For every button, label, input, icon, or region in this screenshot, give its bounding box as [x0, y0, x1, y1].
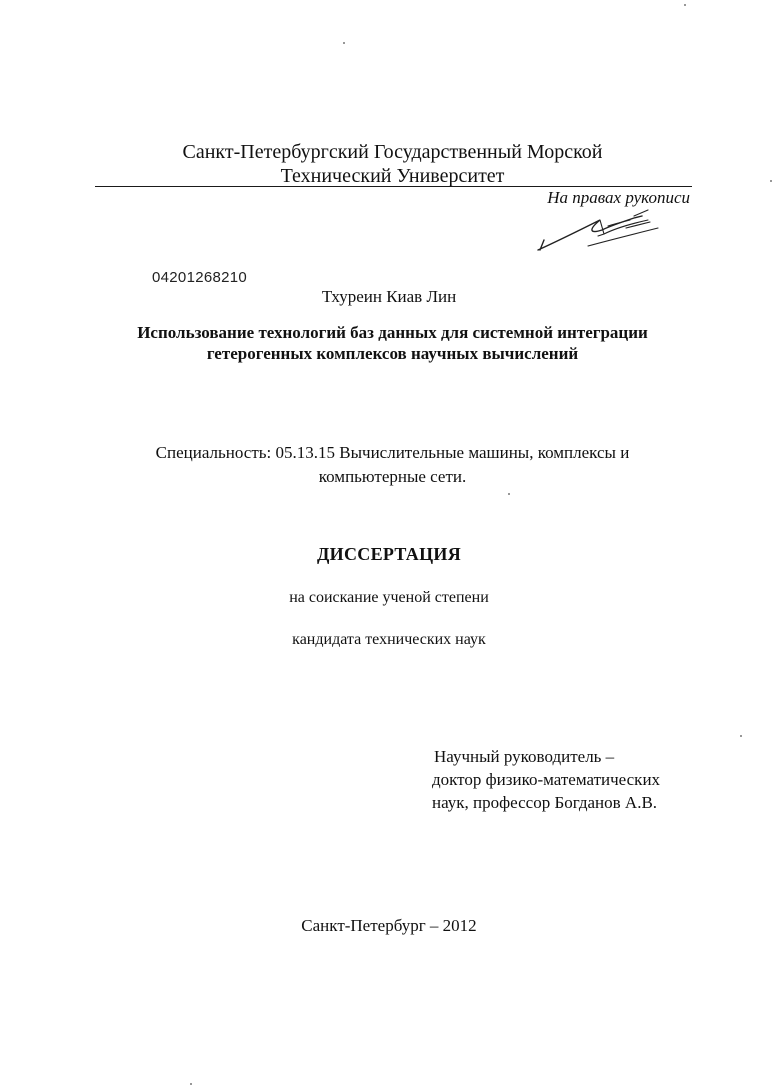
title-line-2: гетерогенных комплексов научных вычислений [206, 344, 579, 363]
advisor-line-1: Научный руководитель – [434, 747, 615, 766]
specialty-line-2: компьютерные сети. [318, 467, 467, 486]
advisor-line-2: доктор физико-математических [432, 770, 661, 789]
specialty-line-1: Специальность: 05.13.15 Вычислительные машины, комплексы и [155, 443, 630, 462]
title-line-1: Использование технологий баз данных для системной интеграции [137, 323, 648, 342]
university-line-2: Технический Университет [280, 165, 505, 187]
scientific-advisor [422, 745, 702, 814]
university-line-1: Санкт-Петербургский Государственный Морской [182, 141, 603, 163]
advisor-line-3: наук, профессор Богданов А.В. [432, 793, 658, 812]
specialty [90, 441, 695, 489]
degree-line-2: кандидата технических наук [292, 631, 486, 648]
city-year: Санкт-Петербург – 2012 [301, 916, 477, 935]
author-name: Тхуреин Киав Лин [321, 287, 457, 306]
university-name [95, 140, 690, 188]
catalog-number: 04201268210 [152, 269, 248, 286]
dissertation-title [90, 322, 695, 364]
scan-speck [343, 42, 345, 44]
signature-image [530, 206, 670, 256]
scan-speck [770, 180, 772, 182]
degree-line-1: на соискание ученой степени [289, 589, 489, 606]
scan-speck [190, 1083, 192, 1085]
scan-speck [684, 4, 686, 6]
rights-note: На правах рукописи [547, 188, 690, 207]
scan-speck [740, 735, 742, 737]
document-type: ДИССЕРТАЦИЯ [316, 544, 461, 564]
header-rule [95, 186, 692, 187]
scan-speck [508, 493, 510, 495]
